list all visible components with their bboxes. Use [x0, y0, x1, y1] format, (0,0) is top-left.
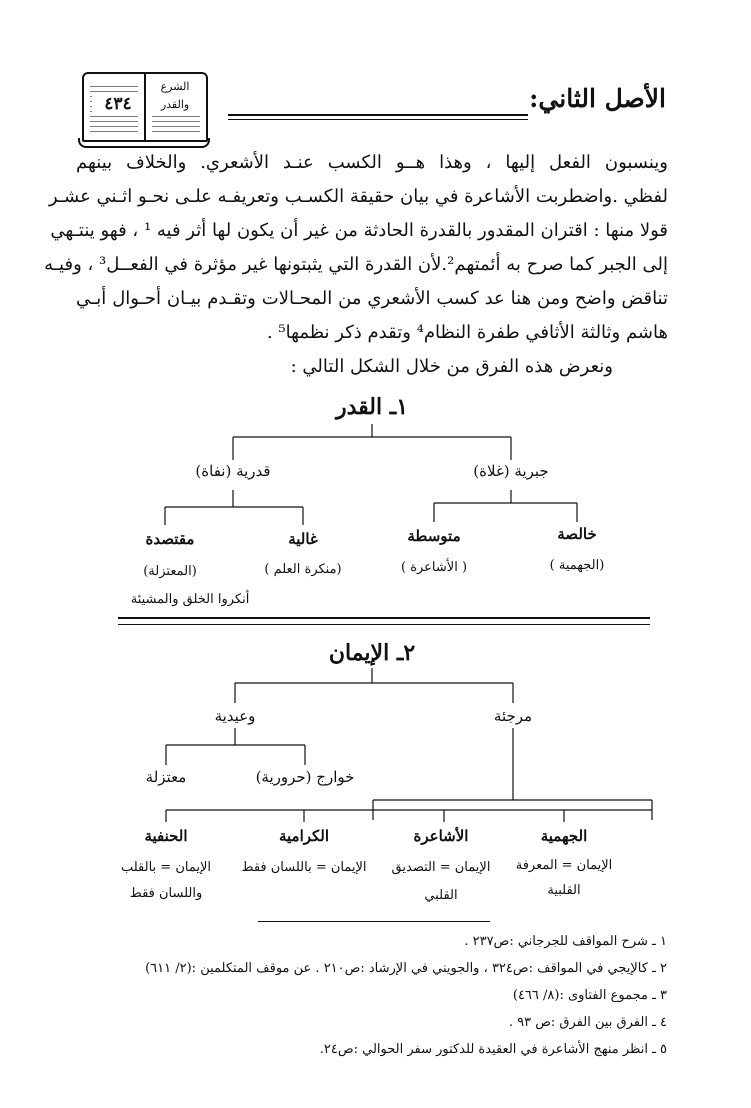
node-jahmiyya-def: الإيمان = المعرفة — [515, 858, 613, 873]
node-mutawassita-sub: ( الأشاعرة ) — [400, 560, 468, 575]
body-line: هاشم وثالثة الأثافي طفرة النظام⁴ وتقدم ذكر نظمها⁵ . — [266, 322, 668, 343]
node-karramiyya-def: الإيمان = باللسان فقط — [241, 860, 367, 875]
node-muqtasida-note: أنكروا الخلق والمشيئة — [130, 592, 250, 607]
body-line: تناقض واضح ومن هنا عد كسب الأشعري من المحـالات وتقـدم بيـان أحـوال أبـي — [76, 288, 668, 309]
diagram-iman-title: ٢ـ الإيمان — [328, 640, 416, 666]
node-hanafiyya-def-2: واللسان فقط — [129, 886, 203, 901]
node-jahmiyya-def-2: القلبية — [547, 883, 581, 898]
divider-rule — [118, 617, 650, 619]
footnote-rule — [258, 921, 490, 922]
footnote: ٢ ـ كالإيجي في المواقف :ص٣٢٤ ، والجويني في الإرشاد :ص٢١٠ . عن موقف المتكلمين :(٢/ ٦١١) — [145, 961, 667, 976]
book-title-line-2: والقدر — [160, 98, 190, 111]
node-ghaliya-sub: (منكرة العلم ) — [264, 562, 342, 577]
footnote: ٣ ـ مجموع الفتاوى :(٨/ ٤٦٦) — [512, 988, 667, 1003]
node-khalisa-sub: (الجهمية ) — [549, 558, 605, 573]
node-qadariyya: قدرية (نفاة) — [195, 462, 271, 480]
node-ashaira-def: الإيمان = التصديق — [391, 860, 491, 875]
node-karramiyya: الكرامية — [278, 827, 330, 845]
heading-rule — [228, 114, 528, 116]
node-mutawassita: متوسطة — [407, 527, 461, 545]
node-hanafiyya: الحنفية — [144, 827, 188, 845]
node-muqtasida: مقتصدة — [145, 530, 195, 548]
node-muqtasida-sub: (المعتزلة) — [143, 564, 197, 579]
book-title-line-1: الشرع — [160, 80, 190, 93]
heading-rule-thin — [228, 119, 528, 120]
node-ghaliya: غالية — [288, 530, 318, 548]
divider-rule-thin — [118, 624, 650, 625]
node-mutazila: معتزلة — [145, 768, 187, 786]
node-jabriyya: جبرية (غلاة) — [473, 462, 549, 480]
body-line: قولا منها : اقتران المقدور بالقدرة الحادثة من غير أن يكون لها أثر فيه ¹ ، فهو ينتـهي — [50, 220, 668, 241]
body-line: وينسبون الفعل إليها ، وهذا هــو الكسب عنـد الأشعري. والخلاف بينهم — [76, 152, 668, 173]
node-ashaira-def-2: القلبي — [424, 888, 458, 903]
book-title — [146, 78, 204, 114]
node-murjia: مرجئة — [493, 707, 533, 725]
node-jahmiyya: الجهمية — [540, 827, 588, 845]
node-ashaira: الأشاعرة — [413, 827, 469, 845]
page-number: ٤٣٤ — [92, 94, 144, 114]
node-waidiyya: وعيدية — [214, 707, 256, 725]
node-hanafiyya-def: الإيمان = بالقلب — [120, 860, 212, 875]
footnote: ٥ ـ انظر منهج الأشاعرة في العقيدة للدكتور سفر الحوالي :ص٢٤. — [319, 1042, 667, 1057]
section-heading: الأصل الثاني: — [529, 84, 666, 113]
book-base — [78, 138, 210, 148]
node-khalisa: خالصة — [557, 525, 597, 543]
body-line: ونعرض هذه الفرق من خلال الشكل التالي : — [290, 356, 613, 377]
footnote: ٤ ـ الفرق بين الفرق :ص ٩٣ . — [508, 1015, 667, 1030]
body-line: إلى الجبر كما صرح به أئمتهم².لأن القدرة التي يثبتونها غير مؤثرة في الفعــل³ ، وفيـه — [44, 254, 668, 275]
book-emblem — [78, 68, 210, 150]
diagram-qadar-title: ١ـ القدر — [335, 394, 409, 420]
footnote: ١ ـ شرح المواقف للجرجاني :ص٢٣٧ . — [464, 934, 667, 949]
node-khawarij: خوارج (حرورية) — [255, 768, 355, 786]
book-left-page — [82, 72, 146, 142]
body-line: لفظي .واضطربت الأشاعرة في بيان حقيقة الكسـب وتعريفـه علـى نحـو اثـني عشـر — [48, 186, 668, 207]
